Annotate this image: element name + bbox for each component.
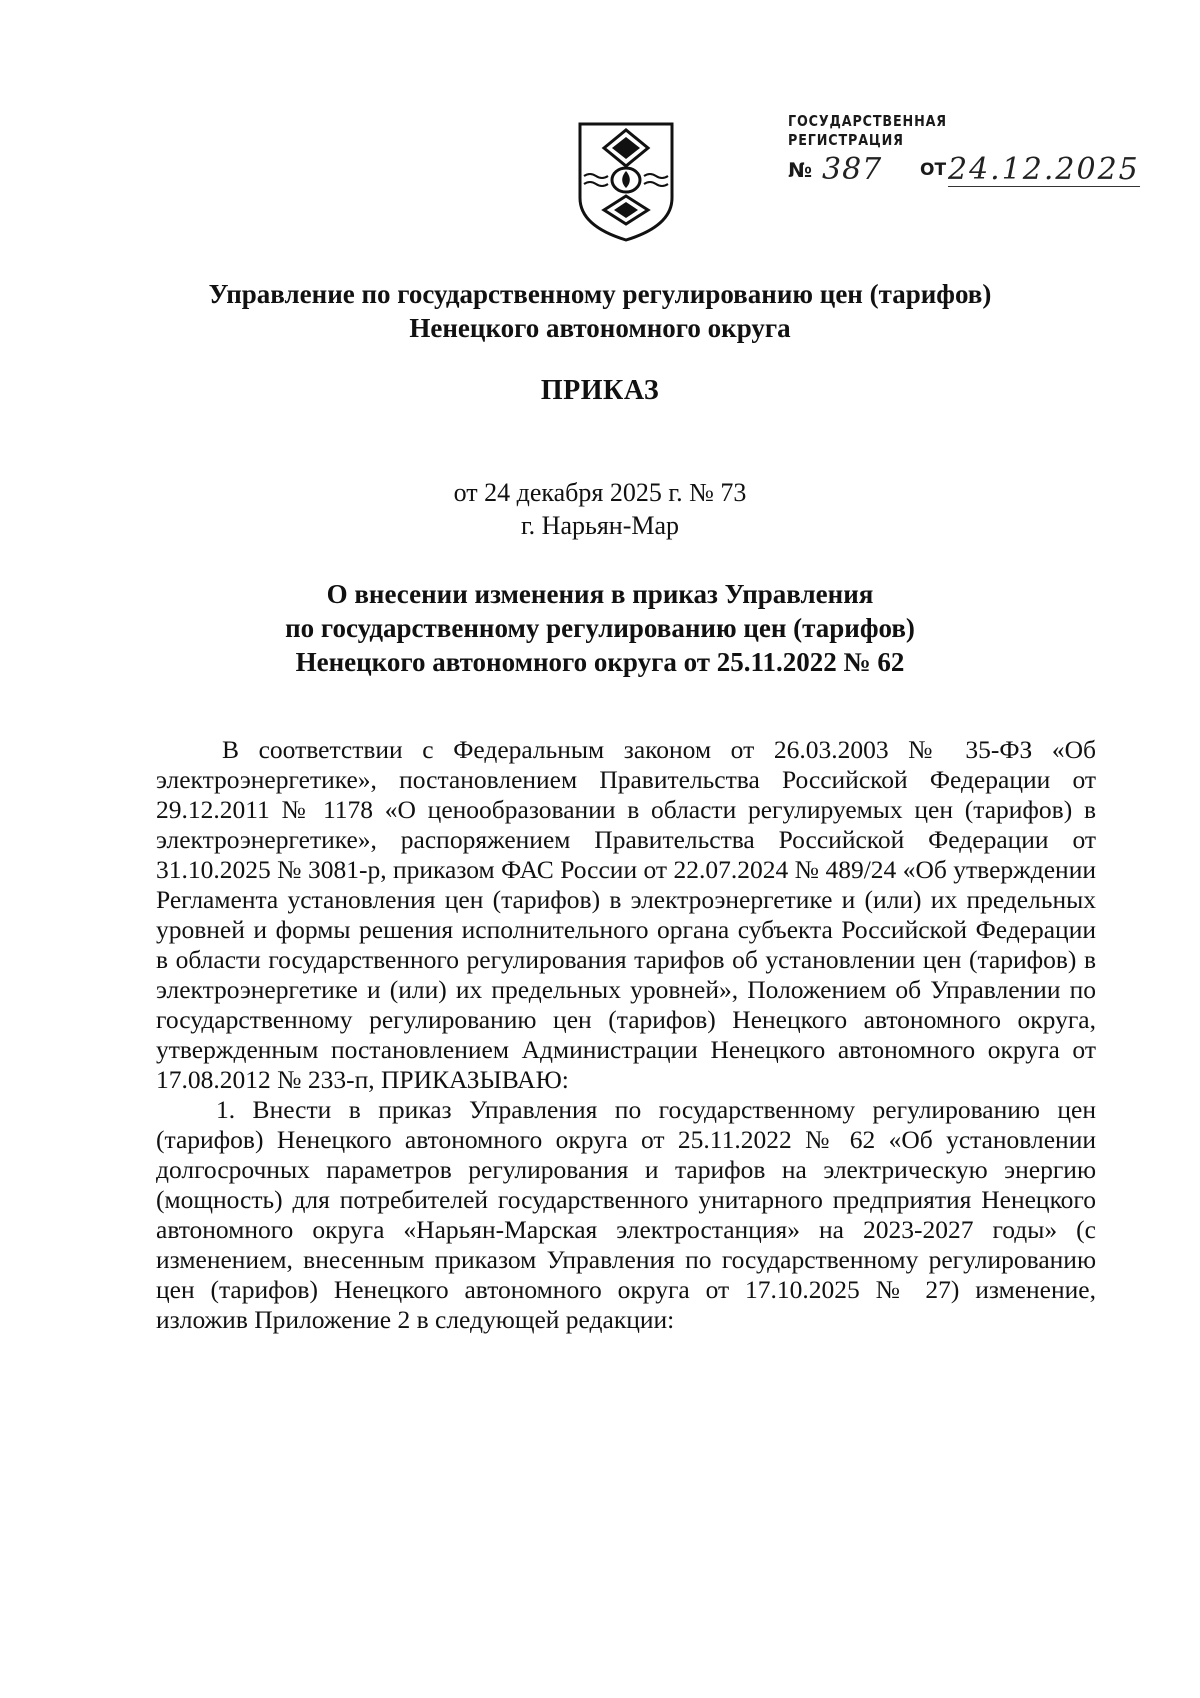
coat-of-arms-icon: [572, 118, 680, 244]
stamp-date-text: 24.12.2025: [948, 152, 1140, 187]
document-type: ПРИКАЗ: [540, 375, 660, 406]
stamp-number-row: [788, 152, 1140, 187]
document-subject: [130, 577, 1070, 679]
stamp-date-underline: [948, 186, 1140, 187]
stamp-line-1: ГОСУДАРСТВЕННАЯ: [788, 112, 947, 130]
document-city: г. Нарьян-Мар: [520, 511, 680, 540]
organization-name: [130, 277, 1070, 345]
stamp-registration-number: 387: [822, 152, 883, 187]
document-date-block: [130, 476, 1070, 542]
stamp-number-sign: №: [788, 158, 813, 182]
subject-line-2: по государственному регулированию цен (тарифов): [285, 613, 915, 643]
org-line-2: Ненецкого автономного округа: [409, 313, 791, 343]
stamp-date-prefix: ОТ: [920, 160, 947, 180]
document-body: [156, 735, 1096, 1335]
document-date-number: от 24 декабря 2025 г. № 73: [453, 478, 747, 507]
subject-line-3: Ненецкого автономного округа от 25.11.2022 № 62: [295, 647, 905, 677]
org-line-1: Управление по государственному регулированию цен (тарифов): [208, 279, 992, 309]
preamble-paragraph: В соответствии с Федеральным законом от 26.03.2003 № 35-ФЗ «Об электроэнергетике», постановлением Правительства Российской Федерации от 29.12.2011 № 1178 «О ценообразовании в области регулируемых цен (тарифов) в электроэнергетике», распоряжением Правительства Российской Федерации от 31.10.2025 № 3081-р, приказом ФАС России от 22.07.2024 № 489/24 «Об утверждении Регламента установления цен (тарифов) в электроэнергетике и (или) их предельных уровней и формы решения исполнительного органа субъекта Российской Федерации в области государственного регулирования тарифов об установлении цен (тарифов) в электроэнергетике и (или) их предельных уровней», Положением об Управлении по государственному регулированию цен (тарифов) Ненецкого автономного округа, утвержденным постановлением Администрации Ненецкого автономного округа от 17.08.2012 № 233-п, ПРИКАЗЫВАЮ:: [156, 735, 1096, 1094]
item-1-paragraph: 1. Внести в приказ Управления по государственному регулированию цен (тарифов) Ненецкого автономного округа от 25.11.2022 № 62 «Об установлении долгосрочных параметров регулирования и тарифов на электрическую энергию (мощность) для потребителей государственного унитарного предприятия Ненецкого автономного округа «Нарьян-Марская электростанция» на 2023-2027 годы» (с изменением, внесенным приказом Управления по государственному регулированию цен (тарифов) Ненецкого автономного округа от 17.10.2025 № 27) изменение, изложив Приложение 2 в следующей редакции:: [156, 1095, 1096, 1334]
stamp-line-2: РЕГИСТРАЦИЯ: [788, 131, 904, 149]
stamp-registration-date: [948, 152, 1140, 187]
registration-stamp: [788, 112, 1140, 187]
subject-line-1: О внесении изменения в приказ Управления: [326, 579, 874, 609]
